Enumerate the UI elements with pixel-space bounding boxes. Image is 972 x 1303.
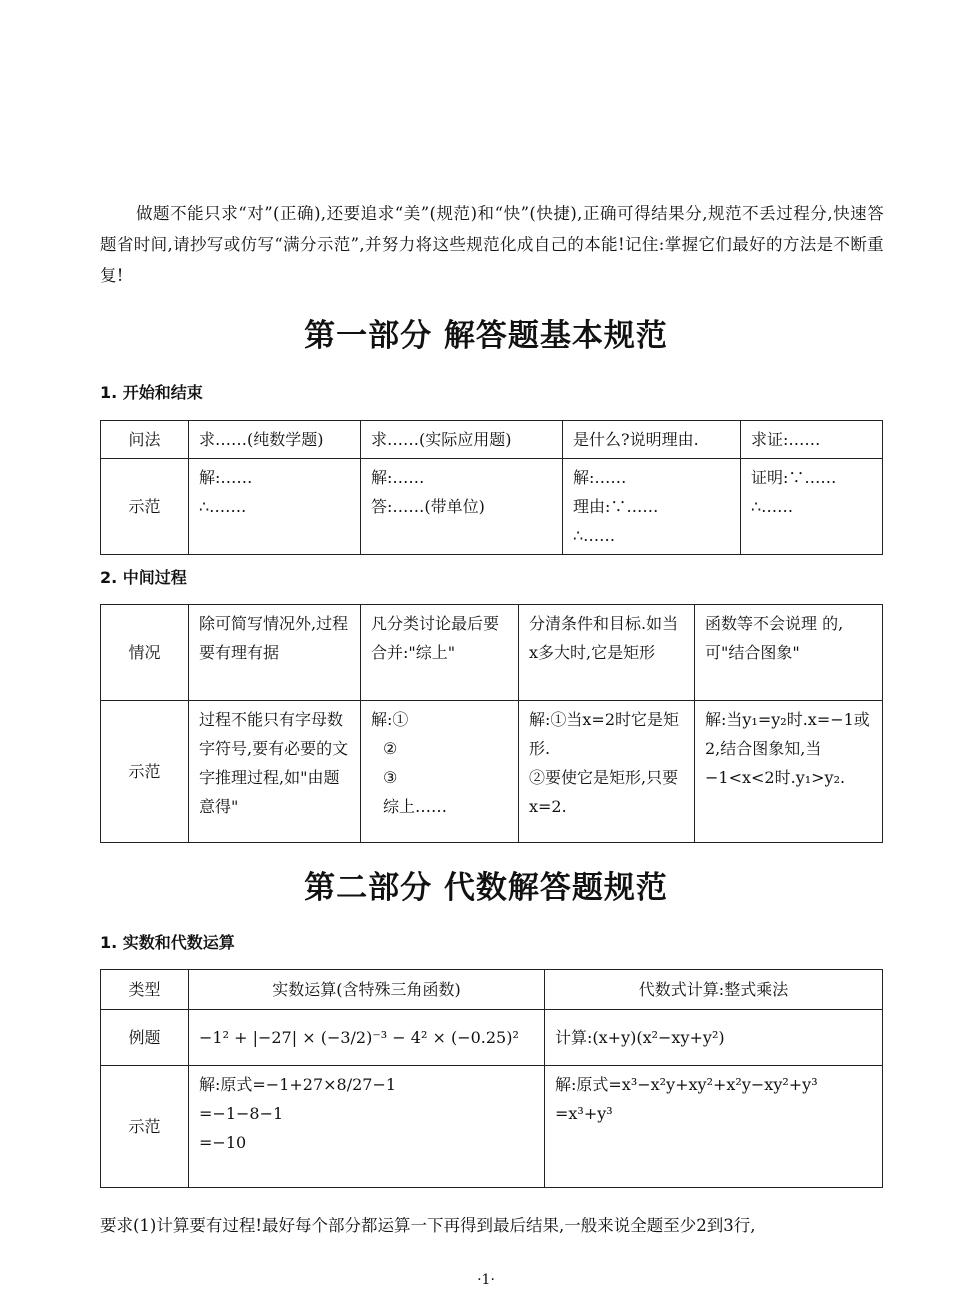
cell-s4: 函数等不会说理 的,可"结合图象" [695,605,883,701]
cell-m2 [361,701,519,843]
line: 证明:∵…… [751,468,837,487]
part1-title: 第一部分 解答题基本规范 [304,318,668,354]
cell-q1: 求……(纯数学题) [189,421,361,459]
cell-m3 [519,701,695,843]
cell-type-label: 类型 [101,970,189,1010]
cell-situation-label: 情况 [101,605,189,701]
cell-demo-label: 示范 [101,1066,189,1188]
line: ∴…… [573,526,616,545]
line: 解:…… [199,468,253,487]
cell-q4: 求证:…… [741,421,883,459]
section3-title: 1. 实数和代数运算 [100,933,235,952]
cell-demo-1 [189,459,361,555]
table-start-end [100,420,883,555]
cell-q2: 求……(实际应用题) [361,421,563,459]
line: ∴……. [199,497,247,516]
cell-demo-4 [741,459,883,555]
cell-s2: 凡分类讨论最后要合并:"综上" [361,605,519,701]
line: =−10 [199,1133,247,1152]
page-number: ·1· [477,1272,495,1288]
line: ② [383,739,398,758]
table-row [101,1010,883,1066]
line: 解:①当x=2时它是矩形. [529,710,680,758]
part2-title: 第二部分 代数解答题规范 [304,870,668,906]
cell-m4: 解:当y₁=y₂时.x=−1或2,结合图象知,当−1<x<2时.y₁>y₂. [695,701,883,843]
line: ②要使它是矩形,只要x=2. [529,768,679,816]
line: =−1−8−1 [199,1104,284,1123]
cell-demo-algebra [545,1066,883,1188]
cell-s1: 除可简写情况外,过程要有理有据 [189,605,361,701]
cell-s3: 分清条件和目标.如当x多大时,它是矩形 [519,605,695,701]
cell-demo-real [189,1066,545,1188]
cell-demo-3 [563,459,741,555]
table-row [101,970,883,1010]
table-row [101,605,883,701]
line: 答:……(带单位) [371,497,485,516]
line: ③ [383,768,398,787]
table-row [101,421,883,459]
section1-title: 1. 开始和结束 [100,383,203,402]
table-row [101,459,883,555]
cell-type-real: 实数运算(含特殊三角函数) [189,970,545,1010]
intro-paragraph: 做题不能只求“对”(正确),还要追求“美”(规范)和“快”(快捷),正确可得结果分,规范不丢过程分,快速答题省时间,请抄写或仿写“满分示范”,并努力将这些规范化成自己的本能!记住:掌握它们最好的方法是不断重复! [100,204,884,285]
cell-example-1: −1² + |−27| × (−3/2)⁻³ − 4² × (−0.25)² [189,1010,545,1066]
line: ∴…… [751,497,794,516]
cell-m1: 过程不能只有字母数字符号,要有必要的文字推理过程,如"由题意得" [189,701,361,843]
cell-demo-label: 示范 [101,459,189,555]
requirement-text: 要求(1)计算要有过程!最好每个部分都运算一下再得到最后结果,一般来说全题至少2到3行, [100,1216,756,1235]
table-algebra [100,969,883,1188]
table-row [101,701,883,843]
section2-title: 2. 中间过程 [100,568,187,587]
line: 解:① [371,710,409,729]
table-row [101,1066,883,1188]
cell-type-algebra: 代数式计算:整式乘法 [545,970,883,1010]
cell-q3: 是什么?说明理由. [563,421,741,459]
table-middle-process [100,604,883,843]
line: =x³+y³ [555,1104,613,1123]
cell-demo-2 [361,459,563,555]
cell-demo-label: 示范 [101,701,189,843]
cell-example-2: 计算:(x+y)(x²−xy+y²) [545,1010,883,1066]
line: 综上…… [383,797,448,816]
line: 解:原式=x³−x²y+xy²+x²y−xy²+y³ [555,1075,818,1094]
cell-example-label: 例题 [101,1010,189,1066]
line: 理由:∵…… [573,497,659,516]
line: 解:…… [573,468,627,487]
cell-question-label: 问法 [101,421,189,459]
line: 解:…… [371,468,425,487]
line: 解:原式=−1+27×8/27−1 [199,1075,397,1094]
